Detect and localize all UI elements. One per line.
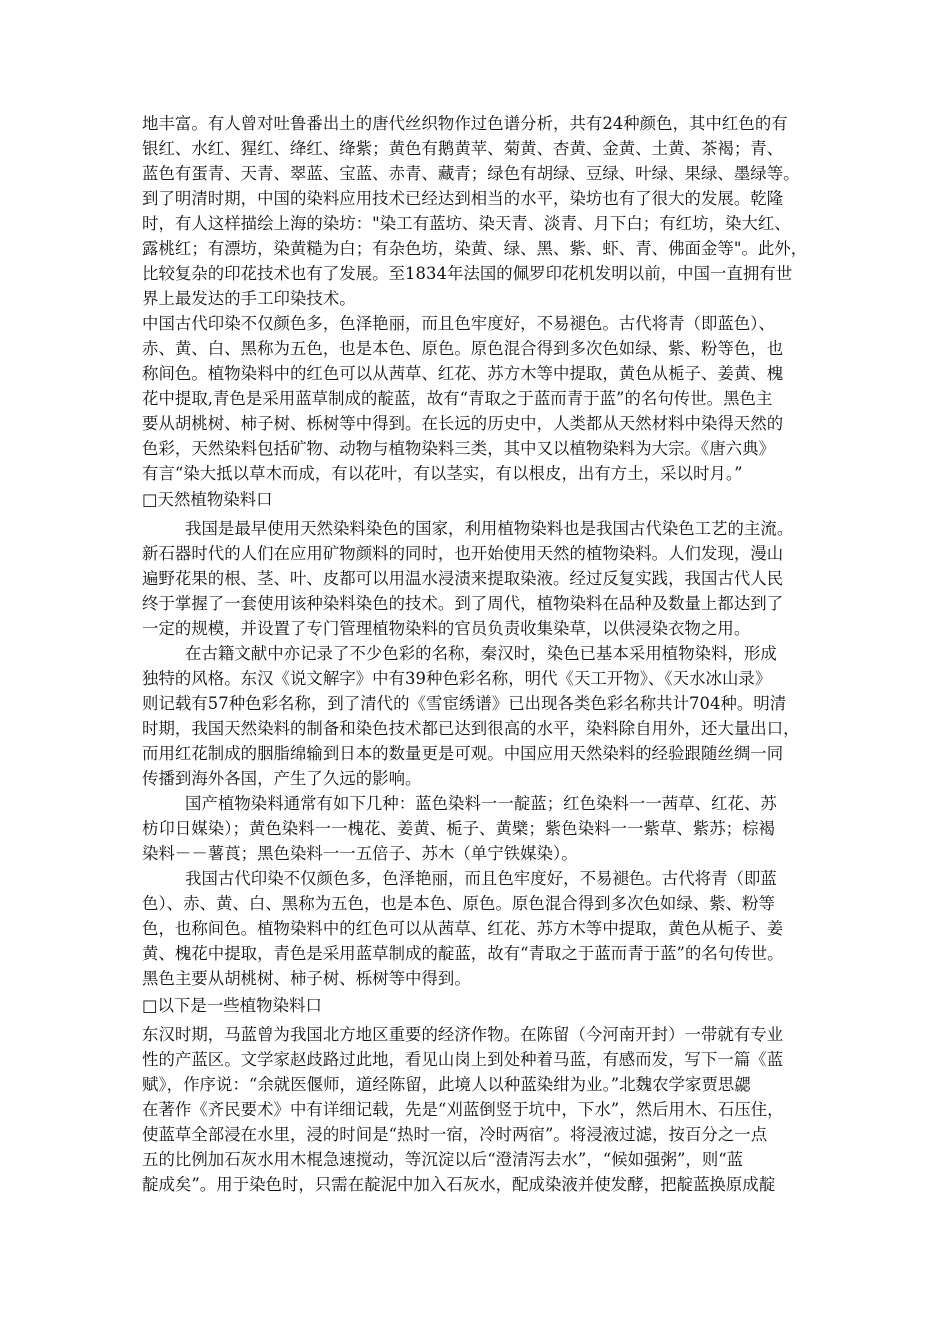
- body-text-line: 蓝色有蛋青、天青、翠蓝、宝蓝、赤青、藏青；绿色有胡绿、豆绿、叶绿、果绿、墨绿等。: [142, 164, 800, 183]
- body-text-line: 一定的规模，并设置了专门管理植物染料的官员负责收集染草，以供浸染衣物之用。: [142, 619, 751, 638]
- body-text-line: 时期，我国天然染料的制备和染色技术都已达到很高的水平，染料除自用外，还大量出口，: [142, 719, 800, 738]
- body-text-line: 界上最发达的手工印染技术。: [142, 289, 356, 308]
- body-text-line: 有言“染大抵以草木而成，有以花叶，有以茎实，有以根皮，出有方土，采以时月。”: [142, 464, 743, 483]
- body-text-line: 色彩，天然染料包括矿物、动物与植物染料三类，其中又以植物染料为大宗。《唐六典》: [142, 439, 775, 458]
- section-heading-plant-dyes-list: □以下是一些植物染料口: [142, 996, 322, 1015]
- body-text-line: 在古籍文献中亦记录了不少色彩的名称，秦汉时，染色已基本采用植物染料，形成: [185, 644, 777, 663]
- body-text-line: 则记载有57种色彩名称，到了清代的《雪宦绣谱》已出现各类色彩名称共计704种。明清: [142, 694, 787, 713]
- body-text-line: 地丰富。有人曾对吐鲁番出土的唐代丝织物作过色谱分析，共有24种颜色，其中红色的有: [142, 114, 788, 133]
- body-text-line: 比较复杂的印花技术也有了发展。至1834年法国的佩罗印花机发明以前，中国一直拥有世: [142, 264, 793, 283]
- body-text-line: 染料－－薯莨；黑色染料一一五倍子、苏木（单宁铁媒染）。: [142, 844, 578, 863]
- body-text-line: 露桃红；有漂坊，染黄糙为白；有杂色坊，染黄、绿、黑、紫、虾、青、佛面金等"。此外，: [142, 239, 808, 258]
- body-text-line: 花中提取,青色是采用蓝草制成的靛蓝，故有“青取之于蓝而青于蓝”的名句传世。黑色主: [142, 389, 773, 408]
- body-text-line: 终于掌握了一套使用该种染料染色的技术。到了周代，植物染料在品种及数量上都达到了: [142, 594, 784, 613]
- body-text-line: 传播到海外各国，产生了久远的影响。: [142, 769, 422, 788]
- body-text-line: 我国古代印染不仅颜色多，色泽艳丽，而且色牢度好，不易褪色。古代将青（即蓝: [185, 869, 777, 888]
- body-text-line: 五的比例加石灰水用木棍急速搅动，等沉淀以后“澄清泻去水”，“候如强粥”，则“蓝: [142, 1150, 744, 1169]
- body-text-line: 黄、槐花中提取，青色是采用蓝草制成的靛蓝，故有“青取之于蓝而青于蓝”的名句传世。: [142, 944, 784, 963]
- body-text-line: 色）、赤、黄、白、黑称为五色，也是本色、原色。原色混合得到多次色如绿、紫、粉等: [142, 894, 775, 913]
- body-text-line: 要从胡桃树、柿子树、栎树等中得到。在长远的历史中，人类都从天然材料中染得天然的: [142, 414, 784, 433]
- body-text-line: 黑色主要从胡桃树、柿子树、栎树等中得到。: [142, 969, 471, 988]
- body-text-line: 我国是最早使用天然染料染色的国家，利用植物染料也是我国古代染色工艺的主流。: [185, 519, 794, 538]
- body-text-line: 在著作《齐民要术》中有详细记载，先是“刈蓝倒竖于坑中，下水”，然后用木、石压住，: [142, 1100, 784, 1119]
- body-text-line: 中国古代印染不仅颜色多，色泽艳丽，而且色牢度好，不易褪色。古代将青（即蓝色）、: [142, 314, 775, 333]
- body-text-line: 性的产蓝区。文学家赵歧路过此地，看见山岗上到处种着马蓝，有感而发，写下一篇《蓝: [142, 1050, 784, 1069]
- body-text-line: 新石器时代的人们在应用矿物颜料的同时，也开始使用天然的植物染料。人们发现，漫山: [142, 544, 784, 563]
- body-text-line: 东汉时期，马蓝曾为我国北方地区重要的经济作物。在陈留（今河南开封）一带就有专业: [142, 1025, 784, 1044]
- body-text-line: 独特的风格。东汉《说文解字》中有39种色彩名称，明代《天工开物》、《天水冰山录》: [142, 669, 772, 688]
- body-text-line: 靛成矣”。用于染色时，只需在靛泥中加入石灰水，配成染液并使发酵，把靛蓝换原成靛: [142, 1175, 776, 1194]
- body-text-line: 赤、黄、白、黑称为五色，也是本色、原色。原色混合得到多次色如绿、紫、粉等色，也: [142, 339, 784, 358]
- body-text-line: 称间色。植物染料中的红色可以从茜草、红花、苏方木等中提取，黄色从栀子、姜黄、槐: [142, 364, 784, 383]
- body-text-line: 使蓝草全部浸在水里，浸的时间是“热时一宿，冷时两宿”。将浸液过滤，按百分之一点: [142, 1125, 768, 1144]
- body-text-line: 而用红花制成的胭脂绵输到日本的数量更是可观。中国应用天然染料的经验跟随丝绸一同: [142, 744, 784, 763]
- body-text-line: 赋》，作序说：“余就医偃师，道经陈留，此境人以种蓝染绀为业。”北魏农学家贾思勰: [142, 1075, 751, 1094]
- section-heading-natural-dyes: □天然植物染料口: [142, 490, 273, 509]
- body-text-line: 色，也称间色。植物染料中的红色可以从茜草、红花、苏方木等中提取，黄色从栀子、姜: [142, 919, 784, 938]
- body-text-line: 枋卬日媒染）；黄色染料一一槐花、姜黄、栀子、黄檗；紫色染料一一紫草、紫苏；棕褐: [142, 819, 775, 838]
- body-text-line: 国产植物染料通常有如下几种：蓝色染料一一靛蓝；红色染料一一茜草、红花、苏: [185, 794, 777, 813]
- body-text-line: 时，有人这样描绘上海的染坊："染工有蓝坊、染天青、淡青、月下白；有红坊，染大红、: [142, 214, 791, 233]
- body-text-line: 银红、水红、猩红、绛红、绛紫；黄色有鹅黄苹、菊黄、杏黄、金黄、土黄、茶褐；青、: [142, 139, 784, 158]
- body-text-line: 遍野花果的根、茎、叶、皮都可以用温水浸渍来提取染液。经过反复实践，我国古代人民: [142, 569, 784, 588]
- body-text-line: 到了明清时期，中国的染料应用技术已经达到相当的水平，染坊也有了很大的发展。乾隆: [142, 189, 784, 208]
